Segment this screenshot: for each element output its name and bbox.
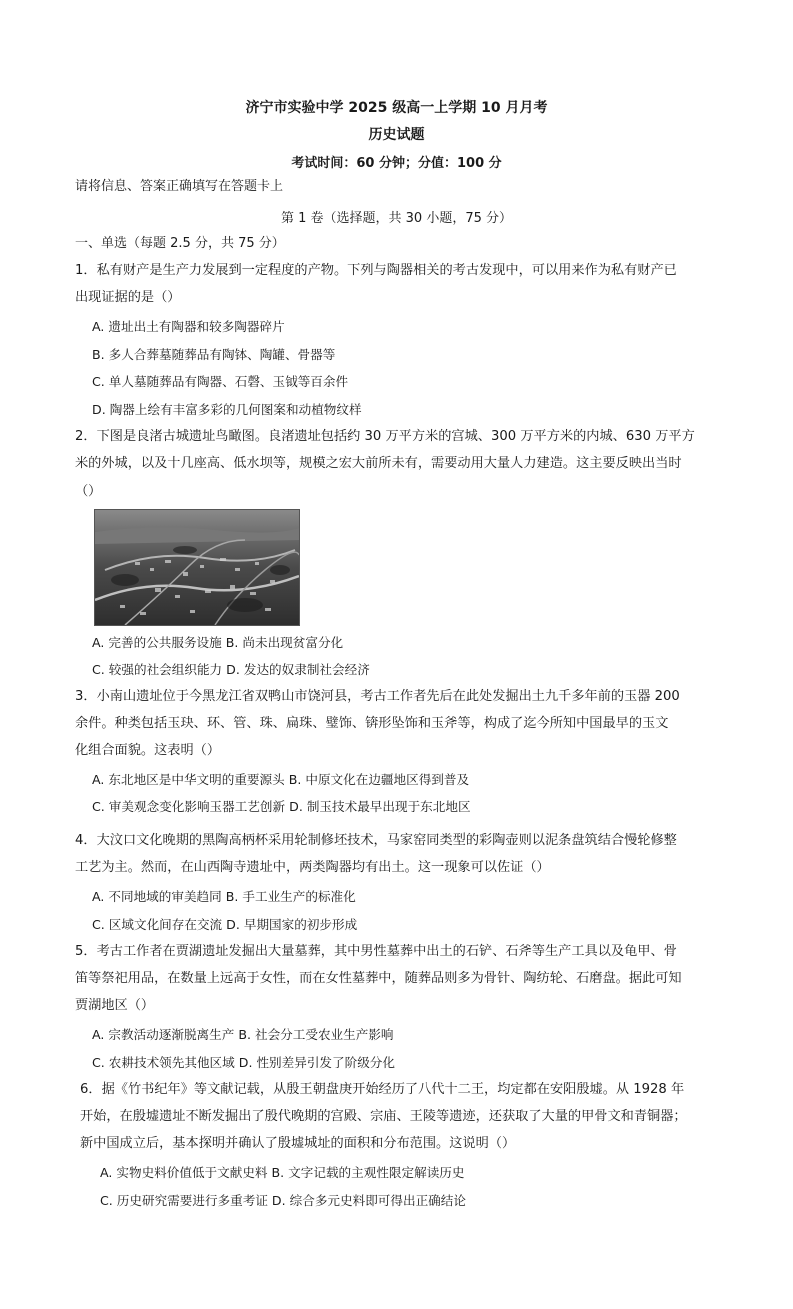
question-5-line-3: 贾湖地区（）	[75, 998, 155, 1013]
question-1-option-a: A. 遗址出土有陶器和较多陶器碎片	[92, 319, 285, 334]
question-5-line-2: 笛等祭祀用品，在数量上远高于女性，而在女性墓葬中，随葬品则多为骨针、陶纺轮、石磨盘。据此可知	[75, 971, 682, 986]
question-6-option-cd: C. 历史研究需要进行多重考证 D. 综合多元史料即可得出正确结论	[100, 1193, 466, 1208]
question-1-option-c: C. 单人墓随葬品有陶器、石磬、玉钺等百余件	[92, 374, 349, 389]
question-5-line-1: 5．考古工作者在贾湖遗址发掘出大量墓葬，其中男性墓葬中出土的石铲、石斧等生产工具以及龟甲、骨	[75, 944, 677, 959]
question-2-option-cd: C. 较强的社会组织能力 D. 发达的奴隶制社会经济	[92, 662, 370, 677]
exam-title: 济宁市实验中学 2025 级高一上学期 10 月月考	[245, 100, 548, 116]
question-3-line-3: 化组合面貌。这表明（）	[75, 743, 221, 758]
question-2-line-3: （）	[75, 484, 102, 499]
question-4-line-2: 工艺为主。然而，在山西陶寺遗址中，两类陶器均有出土。这一现象可以佐证（）	[75, 860, 550, 875]
question-4-option-cd: C. 区域文化间存在交流 D. 早期国家的初步形成	[92, 917, 358, 932]
question-5-option-ab: A. 宗教活动逐渐脱离生产 B. 社会分工受农业生产影响	[92, 1027, 394, 1042]
question-6-option-ab: A. 实物史料价值低于文献史料 B. 文字记载的主观性限定解读历史	[100, 1165, 465, 1180]
question-3-line-1: 3．小南山遗址位于今黑龙江省双鸭山市饶河县，考古工作者先后在此处发掘出土九千多年前的玉器 200	[75, 689, 680, 704]
question-2-line-2: 米的外城，以及十几座高、低水坝等，规模之宏大前所未有，需要动用大量人力建造。这主要反映出当时	[75, 456, 682, 471]
question-3-line-2: 余件。种类包括玉玦、环、管、珠、扁珠、璧饰、锛形坠饰和玉斧等，构成了迄今所知中国最早的玉文	[75, 716, 669, 731]
section-heading: 一、单选（每题 2.5 分，共 75 分）	[75, 236, 285, 251]
question-4-option-ab: A. 不同地域的审美趋同 B. 手工业生产的标准化	[92, 889, 356, 904]
question-3-option-cd: C. 审美观念变化影响玉器工艺创新 D. 制玉技术最早出现于东北地区	[92, 799, 471, 814]
liangzhu-aerial-photo	[94, 509, 300, 626]
question-2-option-ab: A. 完善的公共服务设施 B. 尚未出现贫富分化	[92, 635, 344, 650]
question-1-line-2: 出现证据的是（）	[75, 290, 181, 305]
question-5-option-cd: C. 农耕技术领先其他区域 D. 性别差异引发了阶级分化	[92, 1055, 395, 1070]
question-6-line-2: 开始，在殷墟遗址不断发掘出了殷代晚期的宫殿、宗庙、王陵等遗迹，还获取了大量的甲骨文和青铜器；	[80, 1109, 687, 1124]
question-1-option-d: D. 陶器上绘有丰富多彩的几何图案和动植物纹样	[92, 402, 362, 417]
question-3-option-ab: A. 东北地区是中华文明的重要源头 B. 中原文化在边疆地区得到普及	[92, 772, 470, 787]
question-6-line-3: 新中国成立后，基本探明并确认了殷墟城址的面积和分布范围。这说明（）	[80, 1136, 516, 1151]
question-1-line-1: 1．私有财产是生产力发展到一定程度的产物。下列与陶器相关的考古发现中，可以用来作为私有财产已	[75, 263, 677, 278]
question-1-option-b: B. 多人合葬墓随葬品有陶钵、陶罐、骨器等	[92, 347, 336, 362]
question-2-line-1: 2．下图是良渚古城遗址鸟瞰图。良渚遗址包括约 30 万平方米的宫城、300 万平方米的内城、630 万平方	[75, 429, 695, 444]
volume-heading: 第 1 卷（选择题，共 30 小题，75 分）	[280, 211, 513, 226]
question-4-line-1: 4．大汶口文化晚期的黑陶高柄杯采用轮制修坯技术，马家窑同类型的彩陶壶则以泥条盘筑结合慢轮修整	[75, 833, 677, 848]
instruction-text: 请将信息、答案正确填写在答题卡上	[75, 179, 284, 194]
exam-subject: 历史试题	[368, 127, 425, 143]
exam-info: 考试时间：60 分钟；分值：100 分	[291, 156, 502, 171]
question-6-line-1: 6．据《竹书纪年》等文献记载，从殷王朝盘庚开始经历了八代十二王，均定都在安阳殷墟。从 1928 年	[80, 1082, 685, 1097]
